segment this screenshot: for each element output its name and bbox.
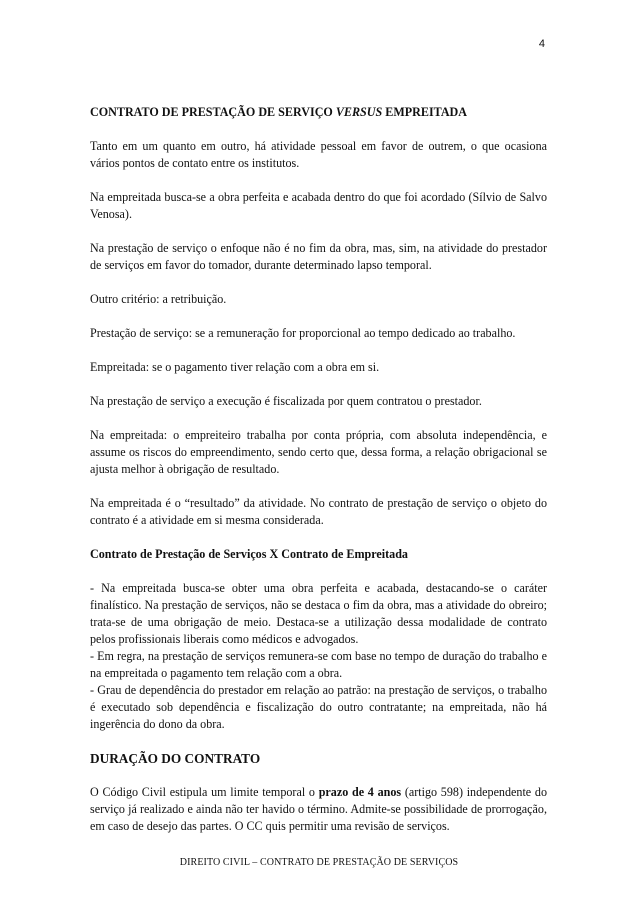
paragraph: Na prestação de serviço o enfoque não é no fim da obra, mas, sim, na atividade do prestador de serviços em favor do tomador, durante determinado lapso temporal. [90, 241, 547, 272]
duration-heading: DURAÇÃO DO CONTRATO [90, 751, 261, 766]
paragraph: Na empreitada: o empreiteiro trabalha por conta própria, com absoluta independência, e assume os riscos do empreendimento, sendo certo que, dessa forma, a relação obrigacional se ajusta melhor à obrigação de resultado. [90, 428, 547, 476]
section-title [90, 104, 547, 121]
comparison-heading: Contrato de Prestação de Serviços X Contrato de Empreitada [90, 547, 408, 561]
section-title-prefix: CONTRATO DE PRESTAÇÃO DE SERVIÇO [90, 105, 336, 119]
duration-highlight: prazo de 4 anos [318, 785, 402, 799]
paragraph: Tanto em um quanto em outro, há atividade pessoal em favor de outrem, o que ocasiona vários pontos de contato entre os institutos. [90, 139, 547, 170]
comparison-item: - Na empreitada busca-se obter uma obra perfeita e acabada, destacando-se o caráter finalístico. Na prestação de serviços, não se destaca o fim da obra, mas a atividade do obreiro; trata-se de uma obrigação de meio. Destaca-se a utilização dessa modalidade de contrato pelos profissionais liberais como médicos e advogados. [90, 581, 547, 646]
section-title-italic: VERSUS [335, 105, 383, 119]
paragraph: Na empreitada é o “resultado” da atividade. No contrato de prestação de serviço o objeto do contrato é a atividade em si mesma considerada. [90, 496, 547, 527]
paragraph: Empreitada: se o pagamento tiver relação com a obra em si. [90, 360, 380, 374]
document-body [90, 104, 547, 852]
page-number: 4 [538, 38, 545, 50]
paragraph: Na prestação de serviço a execução é fiscalizada por quem contratou o prestador. [90, 394, 482, 408]
section-title-suffix: EMPREITADA [382, 105, 468, 119]
duration-text-after: (artigo 598) independente do serviço já realizado e ainda não ter havido o término. Admite-se possibilidade de prorrogação, em caso de desejo das partes. O CC quis permitir uma revisão de serviços. [90, 785, 547, 833]
paragraph: Prestação de serviço: se a remuneração for proporcional ao tempo dedicado ao trabalho. [90, 326, 516, 340]
comparison-item: - Grau de dependência do prestador em relação ao patrão: na prestação de serviços, o trabalho é executado sob dependência e fiscalização do outro contratante; na empreitada, não há ingerência do dono da obra. [90, 683, 547, 731]
paragraph: Outro critério: a retribuição. [90, 292, 227, 306]
comparison-item: - Em regra, na prestação de serviços remunera-se com base no tempo de duração do trabalho e na empreitada o pagamento tem relação com a obra. [90, 649, 547, 680]
duration-paragraph [90, 784, 547, 835]
paragraph: Na empreitada busca-se a obra perfeita e acabada dentro do que foi acordado (Sílvio de Salvo Venosa). [90, 190, 547, 221]
duration-text-before: O Código Civil estipula um limite temporal o [90, 785, 319, 799]
page-footer: DIREITO CIVIL – CONTRATO DE PRESTAÇÃO DE SERVIÇOS [179, 857, 459, 868]
